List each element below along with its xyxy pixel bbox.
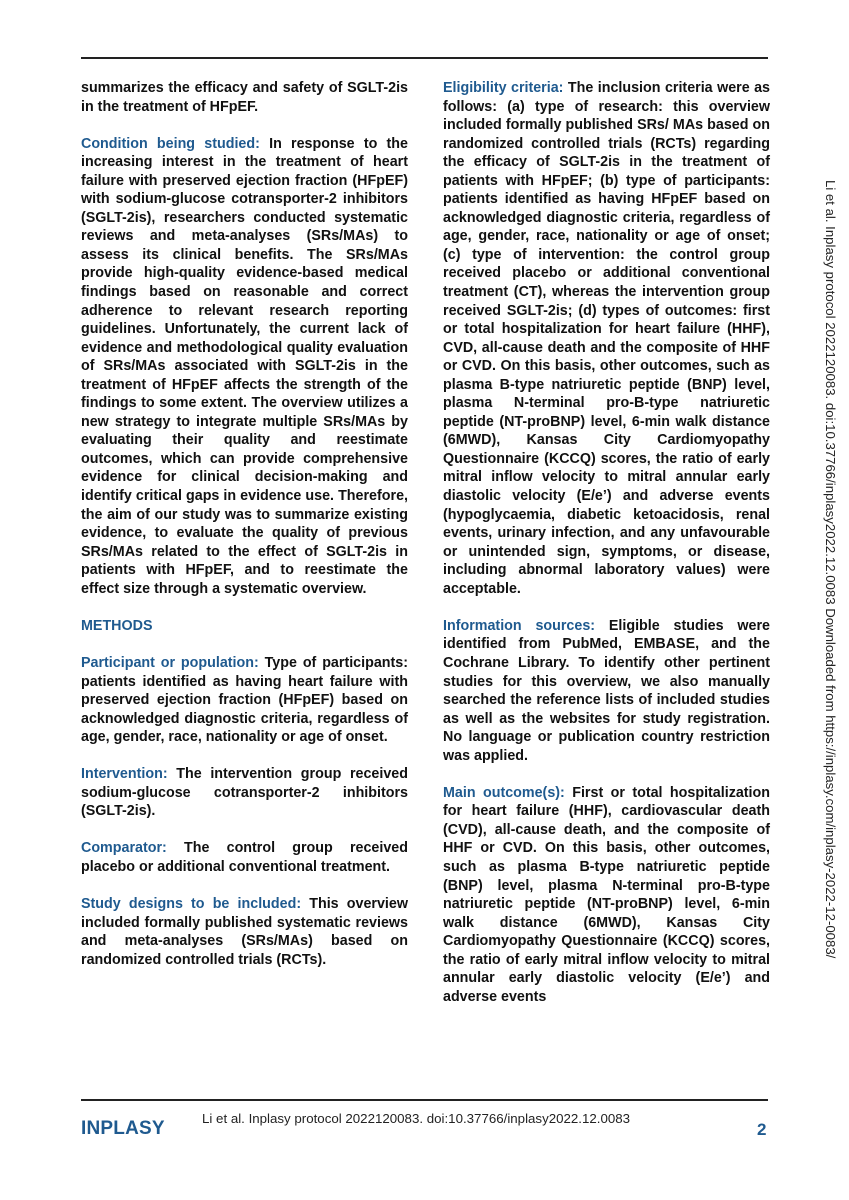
information-sources-paragraph: [443, 617, 770, 765]
top-rule: [81, 57, 768, 59]
study-designs-paragraph: [81, 895, 408, 969]
main-outcomes-label: Main outcome(s):: [443, 784, 565, 801]
page-number: 2: [757, 1120, 767, 1139]
participant-text: Type of participants: patients identified as having heart failure with preserved ejection fraction (HFpEF) based on acknowledged diagnostic criteria, regardless of age, gender, race, nationality or age of onset.: [81, 654, 408, 746]
side-download-note: [824, 180, 838, 1040]
intro-paragraph: [81, 79, 408, 116]
left-column: [81, 79, 408, 988]
condition-text: In response to the increasing interest in the treatment of heart failure with preserved ejection fraction (HFpEF) with sodium-glucose cotransporter-2 inhibitors (SGLT-2is), researchers conducted systematic reviews and meta-analyses (SRs/MAs) to assess its clinical benefits. The SRs/MAs provide high-quality evidence-based medical findings based on reasonable and correct adherence to relevant research reporting guidelines. Unfortunately, the current lack of evidence and methodological quality evaluation of SRs/MAs associated with SGLT-2is in the treatment of HFpEF affects the strength of the findings to some extent. The overview utilizes a new strategy to integrate multiple SRs/MAs by evaluating their quality and reestimate outcomes, which can provide comprehensive evidence for clinical decision-making and identify critical gaps in evidence use. Therefore, the aim of our study was to summarize existing evidence, to evaluate the quality of previous SRs/MAs related to the effect of SGLT-2is in patients with HFpEF, and to reestimate the effect size through a systematic overview.: [81, 135, 408, 597]
side-download-text: Li et al. Inplasy protocol 2022120083. doi:10.37766/inplasy2022.12.0083 Downloaded from https://inplasy.com/inplasy-2022-12-0083/: [823, 180, 838, 959]
participant-paragraph: [81, 654, 408, 747]
comparator-label: Comparator:: [81, 840, 167, 857]
right-column: [443, 79, 770, 1025]
main-outcomes-paragraph: [443, 784, 770, 1007]
eligibility-paragraph: [443, 79, 770, 598]
footer-citation: Li et al. Inplasy protocol 2022120083. doi:10.37766/inplasy2022.12.0083: [202, 1111, 631, 1126]
footer-brand: INPLASY: [81, 1118, 165, 1139]
condition-paragraph: [81, 135, 408, 599]
study-designs-label: Study designs to be included:: [81, 896, 302, 913]
information-sources-label: Information sources:: [443, 617, 596, 634]
comparator-text: The control group received placebo or additional conventional treatment.: [81, 840, 408, 875]
condition-label: Condition being studied:: [81, 135, 260, 152]
bottom-rule: [81, 1099, 768, 1101]
methods-heading: METHODS: [81, 617, 153, 634]
eligibility-label: Eligibility criteria:: [443, 80, 564, 96]
information-sources-text: Eligible studies were identified from PubMed, EMBASE, and the Cochrane Library. To identify other pertinent studies for this overview, we also manually searched the reference lists of included studies as well as the websites for study registration. No language or publication country restriction was applied.: [443, 617, 770, 764]
comparator-paragraph: [81, 839, 408, 876]
participant-label: Participant or population:: [81, 654, 259, 671]
intro-text: summarizes the efficacy and safety of SGLT-2is in the treatment of HFpEF.: [81, 80, 408, 115]
intervention-text: The intervention group received sodium-glucose cotransporter-2 inhibitors (SGLT-2is).: [81, 766, 408, 820]
study-designs-text: This overview included formally published systematic reviews and meta-analyses (SRs/MAs) based on randomized controlled trials (RCTs).: [81, 896, 408, 968]
methods-heading-paragraph: [81, 617, 408, 636]
main-outcomes-text: First or total hospitalization for heart failure (HHF), cardiovascular death (CVD), all-cause death, and the composite of HHF or CVD. On this basis, other outcomes, such as plasma B-type natriuretic peptide (BNP) level, plasma N-terminal pro-B-type natriuretic peptide (NT-proBNP) level, 6-min walk distance (6MWD), Kansas City Cardiomyopathy Questionnaire (KCCQ) scores, the ratio of early mitral inflow velocity to mitral annular early diastolic velocity (E/e’) and adverse events: [443, 784, 770, 1005]
intervention-label: Intervention:: [81, 766, 168, 783]
eligibility-text: The inclusion criteria were as follows: (a) type of research: this overview included formally published SRs/ MAs based on randomized controlled trials (RCTs) regarding the efficacy of SGLT-2is in the treatment of patients with HFpEF; (b) type of participants: patients identified as having HFpEF based on acknowledged diagnostic criteria, regardless of age, gender, race, nationality or age of onset; (c) type of intervention: the control group received placebo or additional conventional treatment (CT), whereas the intervention group received SGLT-2is; (d) types of outcomes: first or total hospitalization for heart failure (HHF), CVD, all-cause death and the composite of HHF or CVD. On this basis, other outcomes, such as plasma B-type natriuretic peptide (BNP) level, plasma N-terminal pro-B-type natriuretic peptide (NT-proBNP) level, 6-min walk distance (6MWD), Kansas City Cardiomyopathy Questionnaire (KCCQ) scores, the ratio of early mitral inflow velocity to mitral annular early diastolic velocity (E/e’) and adverse events (hypoglycaemia, diabetic ketoacidosis, renal events, urinary infection, and any unfavourable or unintended sign, symptoms, or disease, including abnormal laboratory values) were acceptable.: [443, 80, 770, 597]
intervention-paragraph: [81, 765, 408, 821]
